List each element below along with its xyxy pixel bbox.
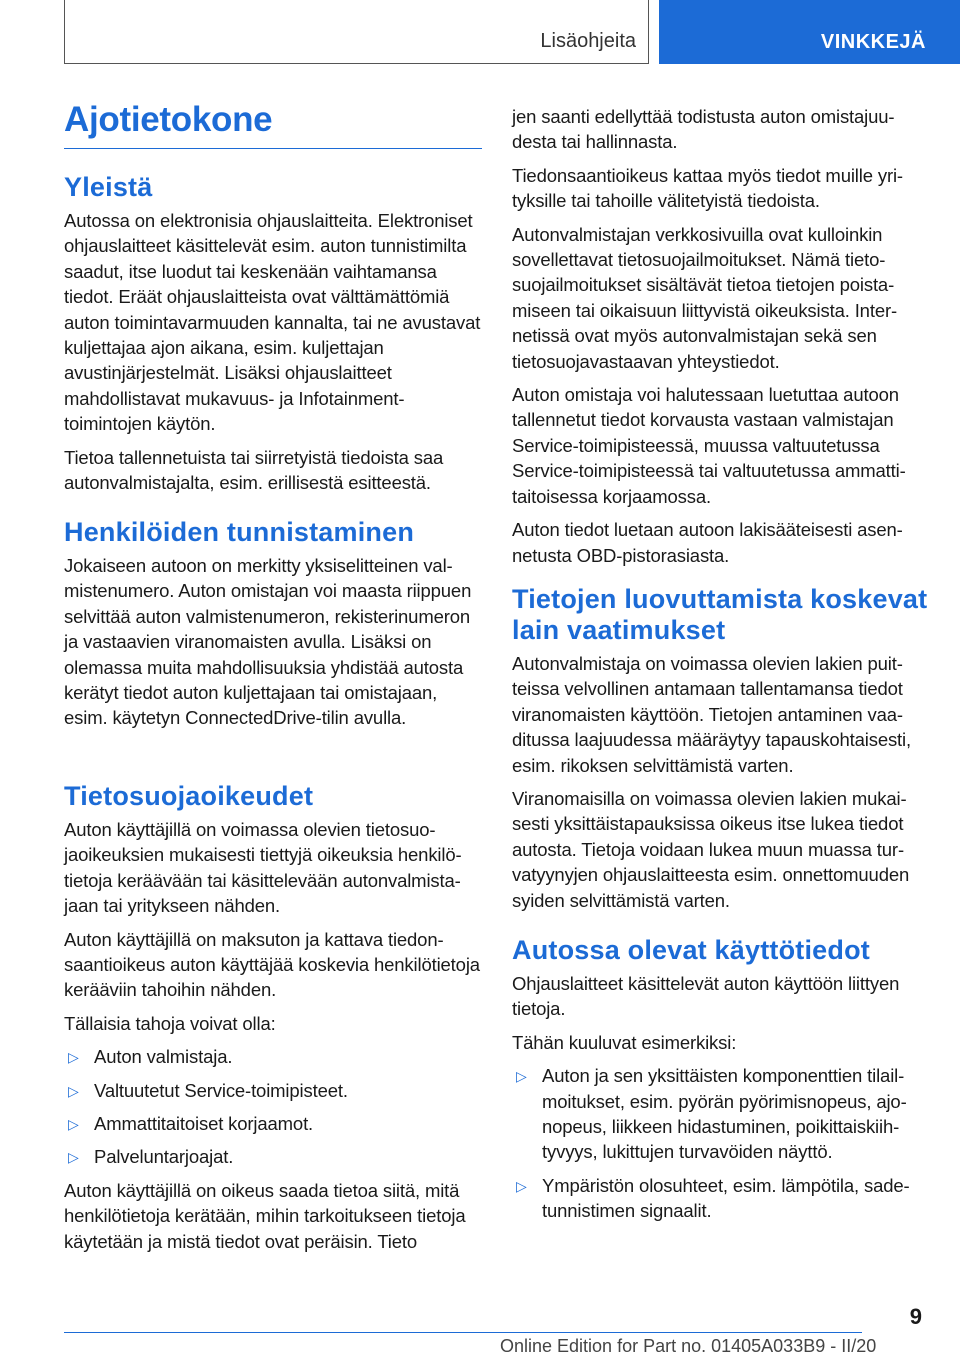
header-chapter-label: VINKKEJÄ <box>820 31 926 53</box>
footer-edition-text: Online Edition for Part no. 01405A033B9 - II/20 <box>500 1336 877 1356</box>
header-section-label: Lisäohjeita <box>540 30 636 52</box>
section-henkiloiden-tunnistaminen <box>64 517 482 731</box>
list-item: ▷ Valtuutetut Service-toimipisteet. <box>64 1078 482 1103</box>
paragraph: jen saanti edellyttää todistusta auton omistajuudesta tai hallinnasta. <box>512 106 895 153</box>
section-heading: Henkilöiden tunnistaminen <box>64 517 415 547</box>
paragraph: Auton tiedot luetaan autoon lakisääteisesti asennetusta OBD-pistorasiasta. <box>512 519 903 566</box>
triangle-right-icon: ▷ <box>68 1082 79 1099</box>
list-item: ▷ Auton ja sen yksittäisten komponenttien tilailmoitukset, esim. pyörän pyörimisnopeus, ajonopeus, liikkeen hidastuminen, poikittaiskiihtyvyys, lukittujen turvavöiden näyttö. <box>516 1065 907 1163</box>
list-item: ▷ Ympäristön olosuhteet, esim. lämpötila, sadetunnistimen signaalit. <box>516 1174 910 1222</box>
list-item: ▷ Auton valmistaja. <box>64 1044 482 1069</box>
section-tietojen-luovuttaminen <box>512 584 930 913</box>
list-item: ▷ Ammattitaitoiset korjaamot. <box>64 1111 482 1136</box>
list-item: ▷ Palveluntarjoajat. <box>64 1144 482 1169</box>
right-column-continuation <box>512 104 930 568</box>
paragraph: Autossa on elektronisia ohjauslaitteita. Elektroniset ohjauslaitteet käsittelevät esim. auton tunnistimilta saadut, itse luodut tai keskenään vaihtamansa tiedot. Eräät ohjauslaitteista ovat välttämättömiä auton toimintavarmuuden kannalta, tai ne avustavat kuljettajaa ajon aikana, esim. kuljettajan avustinjärjestelmät. Lisäksi ohjauslaitteet mahdollistavat mukavuus- ja Infotainment-toimintojen käytön. <box>64 210 481 435</box>
section-heading: Tietosuojaoikeudet <box>64 781 314 811</box>
header-chapter-tab <box>659 0 960 64</box>
holder-list <box>64 1044 482 1170</box>
paragraph: Tiedonsaantioikeus kattaa myös tiedot muille yrityksille tai tahoille välitetyistä tiedoista. <box>512 164 904 212</box>
paragraph: Autonvalmistajan verkkosivuilla ovat kulloinkin sovellettavat tietosuojailmoitukset. Nämä tietosuojailmoitukset sisältävät tietoa tietojen poistamiseen tai oikaisuun liittyvistä oikeuksista. Internetissä ovat myös autonvalmistajan sekä sen tietosuojavastaavan yhteystiedot. <box>512 223 898 372</box>
triangle-right-icon: ▷ <box>516 1068 527 1085</box>
example-list <box>512 1063 930 1223</box>
title-divider <box>64 148 482 149</box>
paragraph: Auton käyttäjillä on oikeus saada tietoa siitä, mitä henkilötietoja kerätään, mihin tarkoitukseen tietoja käytetään ja mistä tiedot ovat peräisin. Tieto <box>64 1179 466 1252</box>
paragraph: Viranomaisilla on voimassa olevien lakien mukaisesti yksittäistapauksissa oikeus itse lukea tiedot autosta. Tietoja voidaan lukea muun muassa turvatyynyjen ohjauslaitteesta esim. onnettomuuden syiden selvittämistä varten. <box>512 788 910 911</box>
header-section-tab <box>64 0 649 64</box>
section-yleista <box>64 172 482 495</box>
page-number: 9 <box>909 1304 922 1329</box>
section-heading: Autossa olevat käyttötiedot <box>512 935 870 965</box>
section-heading: Tietojen luovuttamista koskevat lain vaatimukset <box>512 584 928 645</box>
paragraph: Ohjauslaitteet käsittelevät auton käyttöön liittyen tietoja. <box>512 973 900 1020</box>
triangle-right-icon: ▷ <box>68 1049 79 1066</box>
paragraph: Tällaisia tahoja voivat olla: <box>64 1012 276 1034</box>
paragraph: Auton omistaja voi halutessaan luetuttaa autoon tallennetut tiedot korvausta vastaan valmistajan Service-toimipisteessä, muussa valtuutetussa Service-toimipisteessä tai valtuutetussa ammattitaitoisessa korjaamossa. <box>512 384 906 507</box>
section-heading: Yleistä <box>64 172 153 202</box>
paragraph: Jokaiseen autoon on merkitty yksiselitteinen valmistenumero. Auton omistajan voi maasta riippuen selvittää auton valmistenumeron, rekisterinumeron ja vastaavien viranomaisten avulla. Lisäksi on olemassa muita mahdollisuuksia yhdistää autosta kerätyt tiedot auton kuljettajaan tai omistajaan, esim. käytetyn ConnectedDrive-tilin avulla. <box>64 555 472 729</box>
section-tietosuojaoikeudet <box>64 781 482 1254</box>
triangle-right-icon: ▷ <box>68 1149 79 1166</box>
paragraph: Auton käyttäjillä on voimassa olevien tietosuojaoikeuksien mukaisesti tiettyjä oikeuksia henkilötietoja keräävään tai käsittelevään autonvalmistajaan tai yritykseen nähden. <box>64 819 462 917</box>
paragraph: Tähän kuuluvat esimerkiksi: <box>512 1031 737 1053</box>
triangle-right-icon: ▷ <box>516 1177 527 1194</box>
triangle-right-icon: ▷ <box>68 1116 79 1133</box>
section-kayttotiedot <box>512 935 930 1224</box>
paragraph: Auton käyttäjillä on maksuton ja kattava tiedonsaantioikeus auton käyttäjää koskevia henkilötietoja kerääviin tahoihin nähden. <box>64 928 480 1001</box>
footer-divider <box>64 1332 862 1333</box>
page-title: Ajotietokone <box>64 100 273 139</box>
paragraph: Autonvalmistaja on voimassa olevien lakien puitteissa velvollinen antamaan tallentamansa tiedot viranomaisten käyttöön. Tietojen antaminen vaaditussa laajuudessa määräytyy tapauskohtaisesti, esim. rikoksen selvittämistä varten. <box>512 653 911 776</box>
paragraph: Tietoa tallennetuista tai siirretyistä tiedoista saa autonvalmistajalta, esim. erillisestä esitteestä. <box>64 446 444 494</box>
